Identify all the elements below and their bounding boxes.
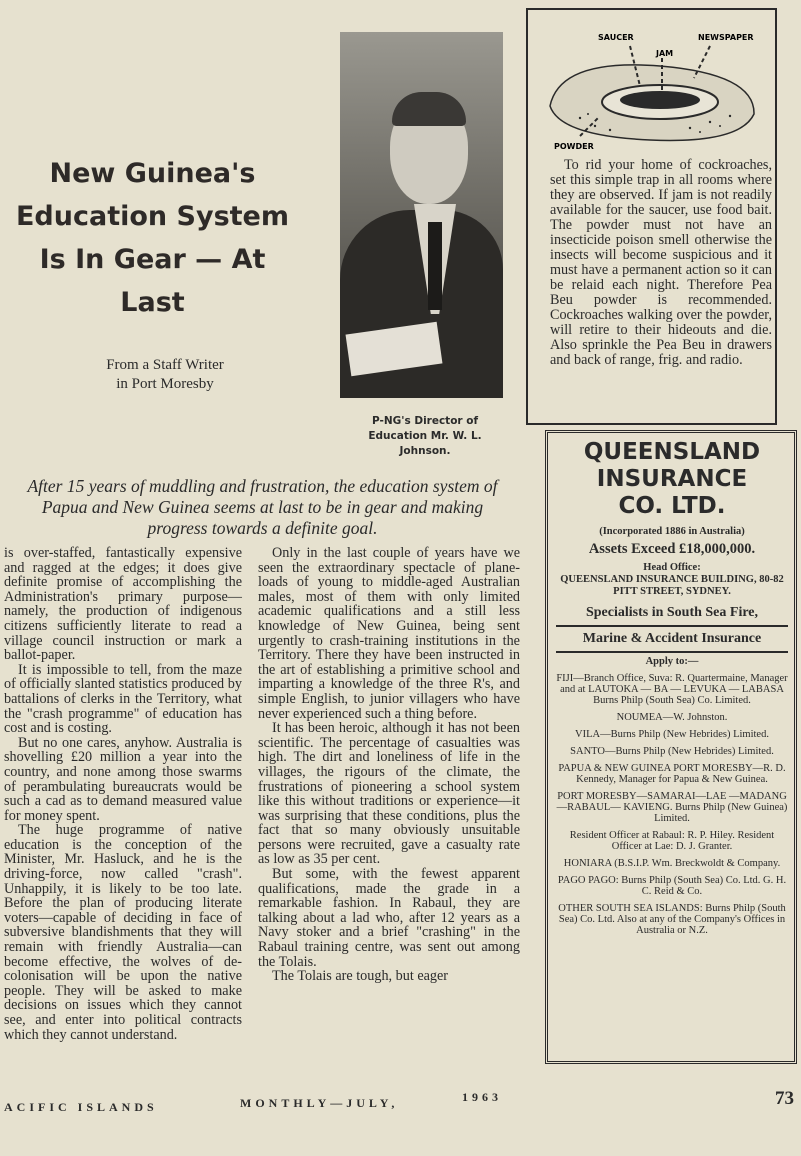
agent-entry: PAPUA & NEW GUINEA PORT MORESBY—R. D. Kennedy, Manager for Papua & New Guinea. <box>558 763 786 785</box>
insurance-title-2: INSURANCE <box>596 466 748 492</box>
article-intro: After 15 years of muddling and frustration, the education system of Papua and New Guinea seems at last to be in gear and making progress towards a definite goal. <box>27 476 498 538</box>
photo-caption: P-NG's Director of Education Mr. W. L. Johnson. <box>368 415 482 457</box>
agent-entry: HONIARA (B.S.I.P. Wm. Breckwoldt & Company. <box>563 858 781 869</box>
footer-magazine: ACIFIC ISLANDS <box>4 1100 158 1114</box>
agents-list <box>556 656 788 936</box>
agent-entry: Resident Officer at Rabaul: R. P. Hiley. Resident Officer at Lae: D. J. Granter. <box>569 830 775 852</box>
roach-ad-text: To rid your home of cockroaches, set this simple trap in all rooms where they are observed. If jam is not readily available for the saucer, use food bait. The powder must not have an insecticide poison smell otherwise the insects will become suspicious and it must have a permanent action so it can be relaid each night. Therefore Pea Beu powder is recommended. Cockroaches walking over the powder, will retire to their hideouts and die. Also sprinkle the Pea Beu in drawers and back of range, frig. and radio. <box>550 157 772 368</box>
insurance-ad <box>545 430 797 1064</box>
head-office: QUEENSLAND INSURANCE BUILDING, 80-82 PITT STREET, SYDNEY. <box>560 574 784 597</box>
paragraph: The huge programme of native education is the conception of the Minister, Mr. Hasluck, and he is the driving-force, now called "crash". Unhappily, it is likely to be too late. Before the plan of producing literate voters—capable of deciding in face of subversive blandishments that they will remain with friendly Australia—can become effective, the wolves of de-colonisation will be upon the native people. They will be asked to make decisions on issues which they cannot see, and enter into political contracts which they cannot understand. <box>4 822 242 1043</box>
portrait-photo <box>340 32 503 398</box>
apply-label: Apply to:— <box>645 656 699 667</box>
label-newspaper: NEWSPAPER <box>698 33 754 42</box>
label-powder: POWDER <box>554 142 594 151</box>
paragraph: is over-staffed, fantastically expensive and ragged at the edges; it does give definite promise of accomplishing the Administration's primary purpose—namely, the production of indigenous citizens sufficiently literate to read a village council instruction or mark a ballot-paper. <box>4 545 242 664</box>
article-headline: New Guinea's Education System Is In Gear — At Last <box>15 158 290 318</box>
paragraph: The Tolais are tough, but eager <box>272 968 449 985</box>
paragraph: But no one cares, anyhow. Australia is shovelling £20 million a year into the country, and none among those swarms of perambulating bureaucrats would be such a cad as to demand measured value for money spent. <box>4 734 242 824</box>
page-footer <box>0 1088 801 1118</box>
agent-entry: PORT MORESBY—SAMARAI—LAE —MADANG—RABAUL— KAVIENG. Burns Philp (New Guinea) Limited. <box>556 791 788 824</box>
agent-entry: VILA—Burns Philp (New Hebrides) Limited. <box>575 729 769 740</box>
agent-entry: FIJI—Branch Office, Suva: R. Quartermaine, Manager and at LAUTOKA — BA — LEVUKA — LABASA Burns Philp (South Sea) Co. Limited. <box>556 673 788 706</box>
specialists-1: Specialists in South Sea Fire, <box>585 605 759 620</box>
paragraph: Only in the last couple of years have we seen the extraordinary spectacle of plane-loads of young to middle-aged Australian males, most of them with only limited academic qualifications and a still less knowledge of New Guinea, being sent urgently to crash-training institutions in the Territory. There they have been instructed in the art of establishing a primitive school and imparting a knowledge of the three R's, and simple English, to junior villagers who have never experienced such a thing before. <box>258 545 520 722</box>
byline <box>40 356 290 394</box>
page-number: 73 <box>775 1088 794 1109</box>
paragraph: It is impossible to tell, from the maze of officially slanted statistics produced by battalions of clerks in the Territory, what the "crash programme" of education has cost and is costing. <box>4 661 242 737</box>
byline-line-2: in Port Moresby <box>116 376 214 392</box>
head-office-label: Head Office: <box>643 562 701 573</box>
cockroach-trap-ad <box>526 8 777 425</box>
incorporated: (Incorporated 1886 in Australia) <box>599 526 745 537</box>
footer-year: 1963 <box>462 1090 502 1104</box>
trap-illustration <box>540 18 766 152</box>
specialists-2: Marine & Accident Insurance <box>582 631 762 646</box>
agent-entry: OTHER SOUTH SEA ISLANDS: Burns Philp (South Sea) Co. Ltd. Also at any of the Company's Offices in Australia or N.Z. <box>558 903 786 936</box>
insurance-title-1: QUEENSLAND <box>583 439 761 465</box>
label-jam: JAM <box>656 49 674 58</box>
article-column-1 <box>4 546 242 1042</box>
insurance-title-3: CO. LTD. <box>618 493 726 519</box>
assets: Assets Exceed £18,000,000. <box>588 541 756 557</box>
agent-entry: NOUMEA—W. Johnston. <box>616 712 728 723</box>
article-column-2 <box>258 546 520 984</box>
agent-entry: SANTO—Burns Philp (New Hebrides) Limited. <box>570 746 774 757</box>
byline-line-1: From a Staff Writer <box>106 357 224 373</box>
paragraph: But some, with the fewest apparent qualifications, made the grade in a remarkable fashion. In Rabaul, they are talking about a lad who, after 12 years as a Navy stoker and a brief "crashing" in the Rabaul training centre, was sent out among the Tolais. <box>258 866 520 970</box>
paragraph: It has been heroic, although it has not been scientific. The percentage of casualties was high. The dirt and loneliness of life in the villages, the rigours of the climate, the frustrations of pioneering a school system like this without traditions or experience—it was surprising that these conditions, plus the fact that so many obviously unsuitable persons were recruited, gave a casualty rate as low as 35 per cent. <box>258 720 520 868</box>
footer-issue: MONTHLY—JULY, <box>240 1096 399 1110</box>
agent-entry: PAGO PAGO: Burns Philp (South Sea) Co. Ltd. G. H. C. Reid & Co. <box>557 875 787 897</box>
label-saucer: SAUCER <box>598 33 634 42</box>
